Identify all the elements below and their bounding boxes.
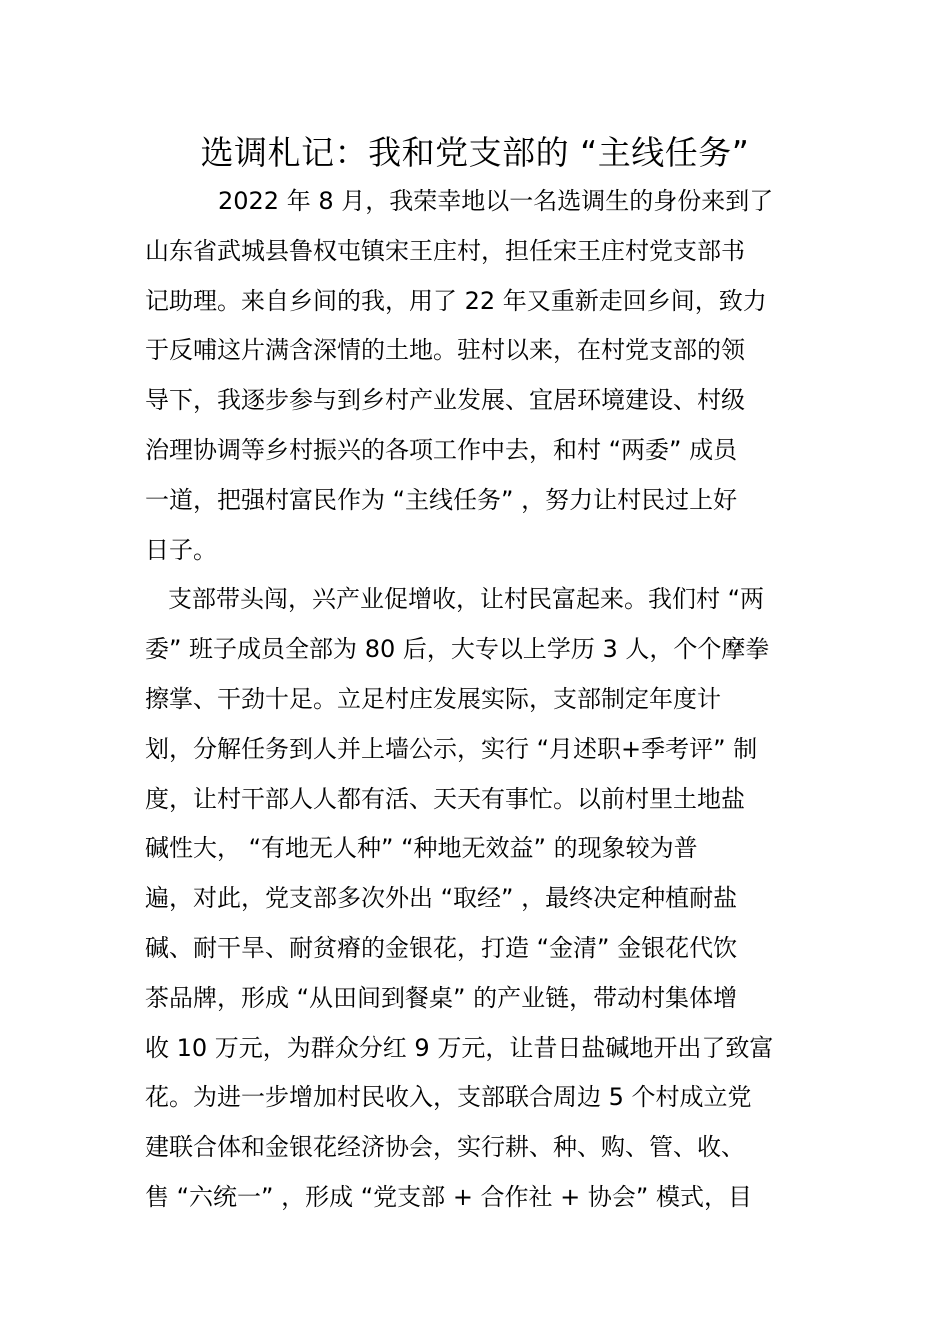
paragraph-2-line: 花。为进一步增加村民收入，支部联合周边 5 个村成立党 [145, 1083, 752, 1112]
document-title: 选调札记：我和党支部的 “主线任务” [200, 133, 750, 172]
paragraph-1-line: 一道，把强村富民作为 “主线任务” ，努力让村民过上好 [145, 485, 738, 514]
paragraph-2-line: 碱性大， “有地无人种” “种地无效益” 的现象较为普 [145, 834, 698, 863]
paragraph-2-line: 收 10 万元，为群众分红 9 万元，让昔日盐碱地开出了致富 [145, 1033, 774, 1062]
paragraph-1-line: 山东省武城县鲁权屯镇宋王庄村，担任宋王庄村党支部书 [145, 236, 745, 265]
paragraph-1-line: 治理协调等乡村振兴的各项工作中去，和村 “两委” 成员 [145, 435, 738, 464]
paragraph-2-line: 支部带头闯，兴产业促增收，让村民富起来。我们村 “两 [168, 585, 765, 614]
paragraph-1-line: 2022 年 8 月，我荣幸地以一名选调生的身份来到了 [218, 187, 774, 215]
paragraph-1-line: 日子。 [145, 535, 217, 564]
paragraph-2-line: 委” 班子成员全部为 80 后，大专以上学历 3 人，个个摩拳 [145, 635, 770, 664]
paragraph-2-line: 度，让村干部人人都有活、天天有事忙。以前村里土地盐 [145, 784, 745, 813]
paragraph-2-line: 建联合体和金银花经济协会，实行耕、种、购、管、收、 [145, 1133, 745, 1162]
document-body [145, 177, 805, 1223]
paragraph-2-line: 遍，对此，党支部多次外出 “取经” ，最终决定种植耐盐 [145, 884, 738, 913]
paragraph-1-line: 于反哺这片满含深情的土地。驻村以来，在村党支部的领 [145, 336, 745, 365]
paragraph-2-line: 擦掌、干劲十足。立足村庄发展实际，支部制定年度计 [145, 684, 721, 713]
paragraph-2-line: 划，分解任务到人并上墙公示，实行 “月述职+季考评” 制 [145, 734, 758, 763]
paragraph-1-line: 导下，我逐步参与到乡村产业发展、宜居环境建设、村级 [145, 386, 745, 415]
paragraph-2-line: 碱、耐干旱、耐贫瘠的金银花，打造 “金清” 金银花代饮 [145, 933, 738, 962]
paragraph-2-line: 茶品牌，形成 “从田间到餐桌” 的产业链，带动村集体增 [145, 983, 738, 1012]
paragraph-1-line: 记助理。来自乡间的我，用了 22 年又重新走回乡间，致力 [145, 286, 767, 315]
paragraph-2-line: 售 “六统一” ，形成 “党支部 + 合作社 + 协会” 模式，目 [145, 1182, 752, 1211]
